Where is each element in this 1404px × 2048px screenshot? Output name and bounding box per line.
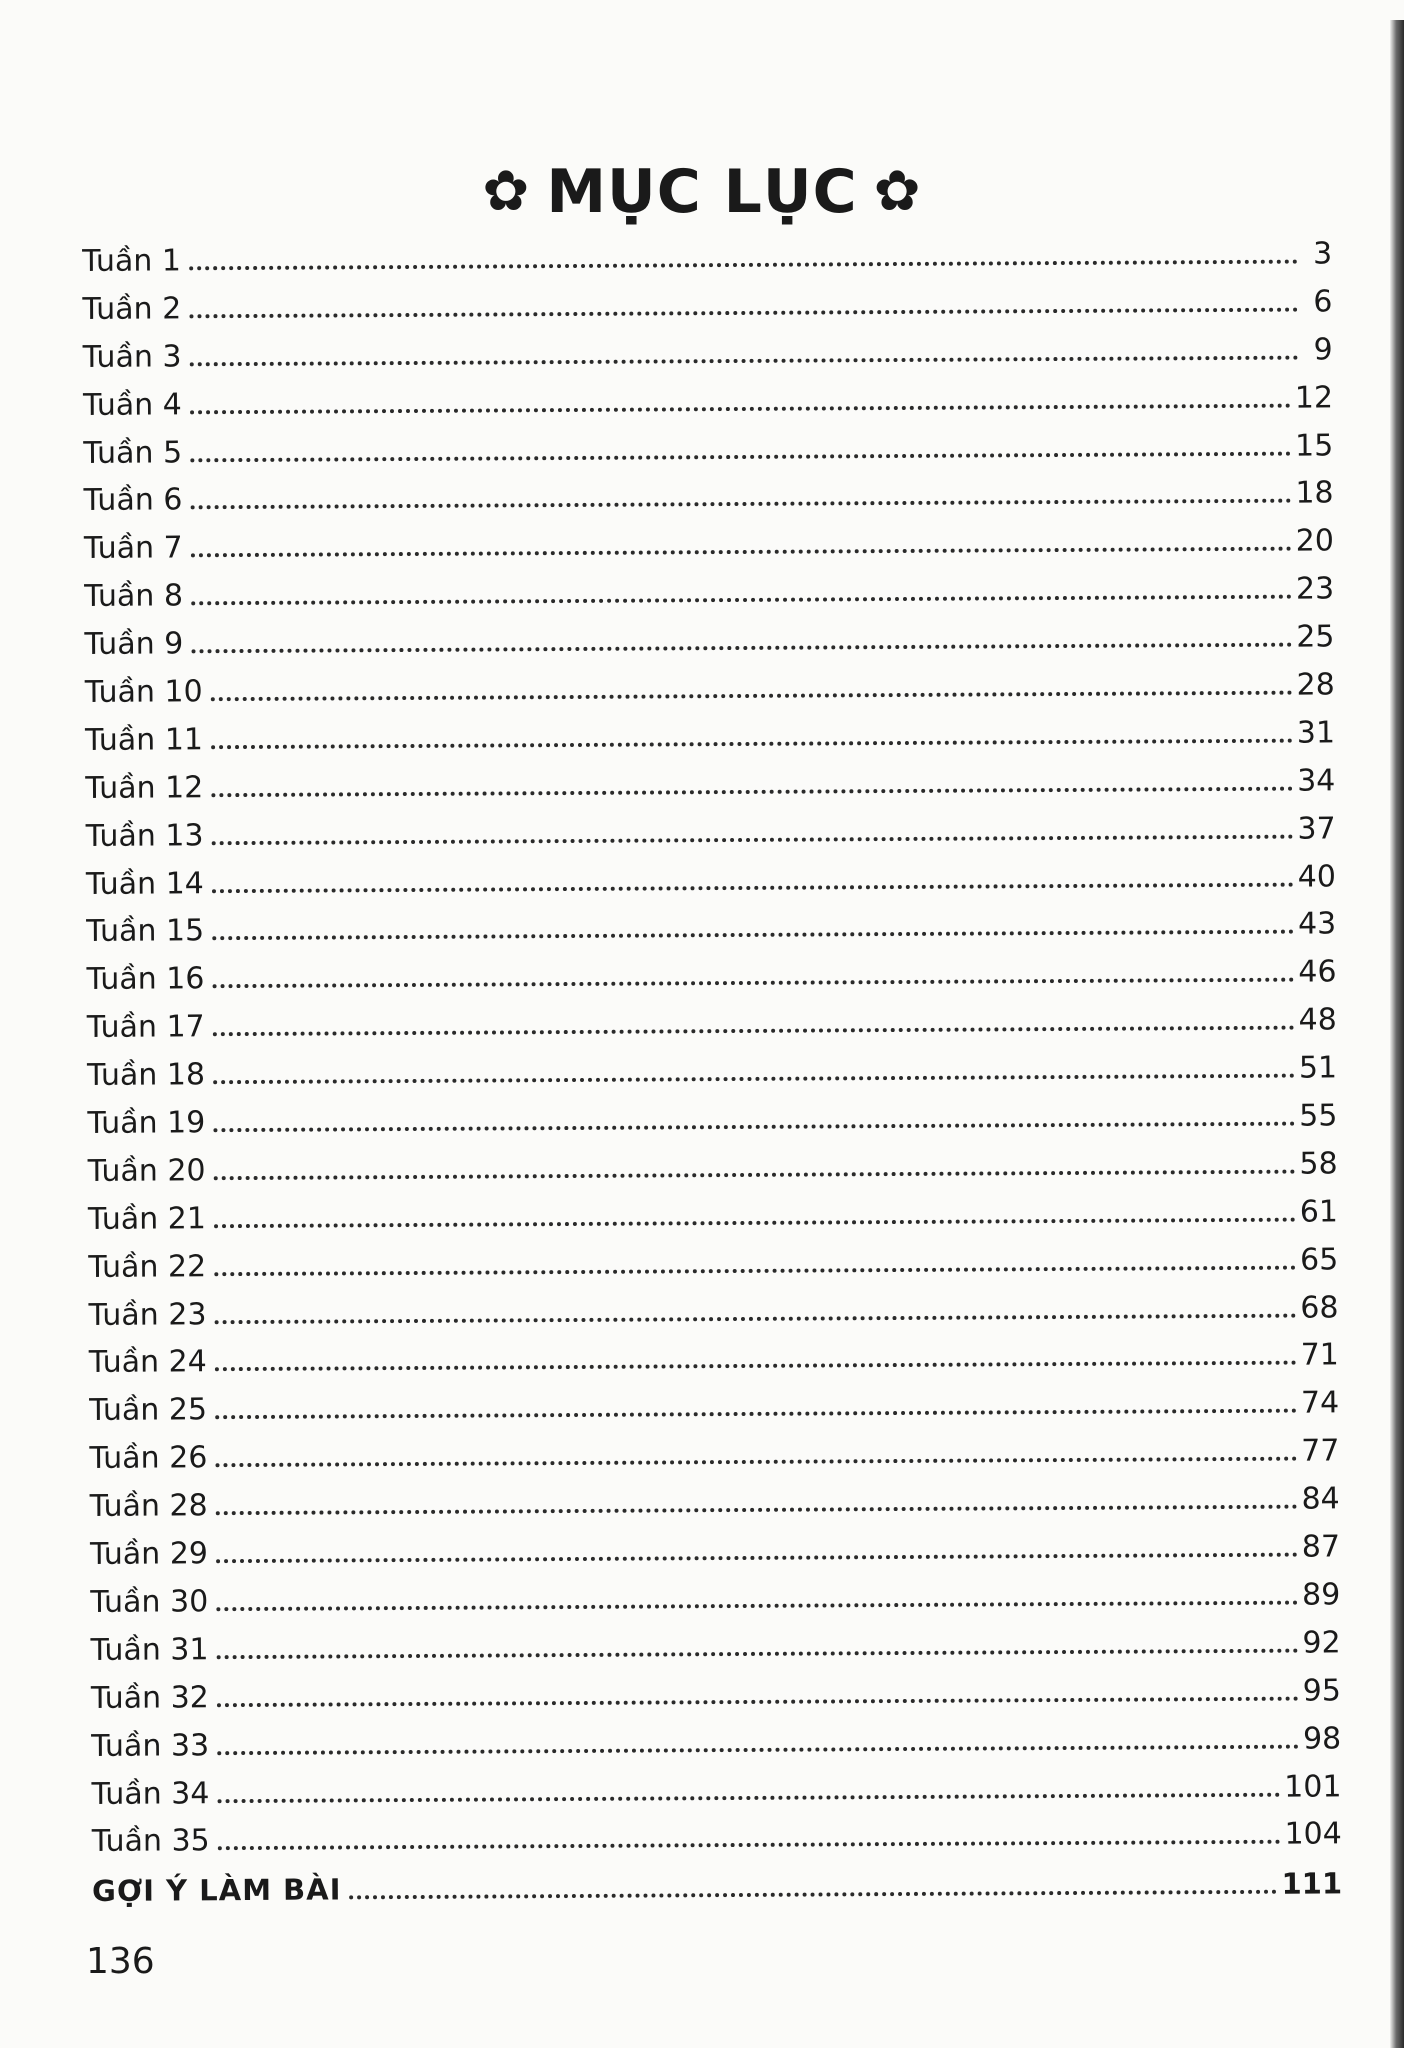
toc-entry-page: 68	[1300, 1289, 1339, 1326]
toc-entry-label: Tuần 23	[88, 1296, 207, 1333]
toc-entry-label: Tuần 35	[91, 1823, 210, 1860]
toc-entry	[82, 278, 1332, 334]
toc-entry	[85, 757, 1335, 813]
dot-leader	[191, 643, 1292, 654]
toc-entry-label: Tuần 21	[87, 1201, 206, 1237]
toc-entry-label: Tuần 20	[87, 1153, 206, 1189]
toc-entry-page: 37	[1297, 811, 1336, 847]
toc-entry-page: 89	[1302, 1577, 1341, 1613]
dot-leader	[214, 1265, 1296, 1276]
toc-entry	[89, 1332, 1339, 1388]
toc-entry-label: Tuần 7	[83, 530, 183, 567]
toc-entry	[89, 1380, 1339, 1436]
toc-entry	[86, 805, 1336, 861]
toc-entry-page: 51	[1298, 1050, 1338, 1086]
toc-entry	[90, 1619, 1340, 1675]
toc-entry	[84, 566, 1334, 622]
toc-entry-page: 104	[1284, 1816, 1342, 1853]
toc-entry-label: Tuần 26	[89, 1440, 208, 1477]
dot-leader	[212, 978, 1294, 989]
flower-icon: ✿	[482, 159, 531, 224]
toc-entry	[82, 230, 1332, 286]
toc-entry-label: Tuần 16	[86, 961, 205, 998]
table-of-contents	[82, 230, 1342, 1916]
dot-leader	[214, 1170, 1296, 1181]
page-number: 136	[86, 1941, 155, 1982]
toc-entry-label: Tuần 22	[88, 1248, 207, 1285]
toc-entry	[88, 1236, 1338, 1292]
toc-entry-page: 43	[1297, 906, 1337, 943]
toc-entry-page: 101	[1284, 1768, 1342, 1805]
dot-leader	[212, 882, 1294, 893]
toc-entry	[83, 374, 1333, 430]
toc-entry-page: 84	[1301, 1481, 1340, 1517]
page-edge-shadow	[1390, 20, 1404, 2048]
dot-leader	[212, 930, 1294, 941]
dot-leader	[211, 739, 1293, 750]
dot-leader	[191, 595, 1292, 606]
toc-entry-label: Tuần 13	[85, 817, 204, 854]
toc-entry-page: 55	[1299, 1098, 1338, 1134]
toc-entry-label: Tuần 33	[91, 1727, 210, 1764]
toc-entry-label: Tuần 6	[83, 482, 183, 519]
toc-entry-page: 98	[1302, 1720, 1342, 1757]
toc-entry	[87, 1044, 1337, 1100]
toc-entry-label: Tuần 32	[90, 1679, 209, 1716]
dot-leader	[190, 403, 1291, 414]
dot-leader	[216, 1553, 1298, 1564]
toc-entry	[86, 949, 1336, 1005]
toc-entry-label: Tuần 12	[85, 770, 204, 806]
toc-entry-page: 6	[1313, 284, 1333, 320]
dot-leader	[216, 1601, 1298, 1612]
toc-entry-label: Tuần 34	[91, 1775, 210, 1812]
toc-entry-page: 87	[1301, 1529, 1341, 1565]
toc-entry-page: 3	[1312, 236, 1333, 272]
toc-entry	[91, 1763, 1341, 1819]
toc-entry-label: Tuần 30	[90, 1584, 209, 1620]
dot-leader	[349, 1890, 1277, 1900]
toc-entry-label: Tuần 29	[89, 1536, 209, 1573]
toc-entry-page: 20	[1295, 523, 1334, 559]
dot-leader	[213, 1026, 1295, 1037]
toc-entry-page: 92	[1302, 1625, 1341, 1661]
title-text: MỤC LỤC	[546, 157, 858, 227]
dot-leader	[215, 1409, 1297, 1420]
toc-entry-page: 28	[1296, 667, 1335, 703]
toc-entry-label: Tuần 31	[90, 1632, 209, 1668]
toc-entry-page: 46	[1298, 954, 1337, 990]
toc-entry-label: Tuần 25	[89, 1392, 208, 1429]
toc-entry-label: Tuần 28	[89, 1488, 208, 1525]
dot-leader	[215, 1457, 1297, 1468]
toc-entry-label: Tuần 24	[88, 1344, 207, 1381]
toc-entry	[85, 709, 1335, 765]
toc-entry-page: 18	[1295, 475, 1334, 512]
toc-entry-label: Tuần 17	[86, 1009, 205, 1046]
toc-entry-page: 74	[1300, 1385, 1340, 1421]
toc-entry	[83, 326, 1333, 382]
toc-entry-page: 40	[1297, 858, 1337, 895]
page-title	[0, 152, 1404, 232]
dot-leader	[189, 260, 1298, 271]
toc-entry-page: 9	[1313, 332, 1333, 368]
toc-entry-page: 111	[1281, 1866, 1343, 1901]
toc-entry	[89, 1428, 1339, 1484]
toc-entry-label: Tuần 4	[82, 387, 182, 423]
toc-entry-label: Tuần 3	[82, 339, 182, 375]
toc-entry-page: 65	[1299, 1242, 1339, 1278]
toc-entry-page: 15	[1294, 427, 1334, 464]
toc-entry-page: 34	[1297, 763, 1336, 799]
toc-entry-page: 61	[1299, 1194, 1339, 1230]
dot-leader	[190, 355, 1299, 366]
dot-leader	[216, 1505, 1298, 1516]
toc-entry-label: Tuần 9	[84, 626, 184, 663]
toc-entry	[86, 901, 1336, 957]
toc-entry-label: Tuần 19	[87, 1105, 206, 1142]
toc-entry-label: Tuần 18	[87, 1057, 206, 1094]
toc-entry	[88, 1140, 1338, 1196]
dot-leader	[215, 1361, 1297, 1372]
dot-leader	[191, 547, 1292, 558]
toc-entry-page: 23	[1295, 571, 1335, 607]
toc-entry	[86, 853, 1336, 909]
dot-leader	[213, 1122, 1295, 1133]
toc-entry	[84, 613, 1334, 669]
toc-entry	[83, 422, 1333, 478]
toc-entry	[88, 1188, 1338, 1244]
toc-entry-label: Tuần 10	[84, 674, 203, 711]
dot-leader	[218, 1840, 1281, 1850]
dot-leader	[215, 1313, 1297, 1324]
toc-entry	[87, 1092, 1337, 1148]
toc-entry-page: 95	[1302, 1673, 1342, 1709]
dot-leader	[211, 691, 1293, 702]
dot-leader	[217, 1744, 1299, 1755]
toc-entry-page: 25	[1296, 619, 1335, 655]
flower-icon: ✿	[873, 159, 922, 224]
toc-entry-label: Tuần 11	[84, 722, 204, 758]
toc-entry	[85, 661, 1335, 717]
toc-entry	[83, 470, 1333, 526]
toc-entry	[90, 1571, 1340, 1627]
toc-entry	[88, 1284, 1338, 1340]
toc-entry	[91, 1667, 1341, 1723]
toc-entry-page: 71	[1300, 1337, 1339, 1374]
dot-leader	[212, 834, 1294, 845]
toc-entry	[84, 518, 1334, 574]
dot-leader	[213, 1074, 1295, 1085]
toc-entry-page: 77	[1301, 1433, 1340, 1469]
toc-entry	[92, 1811, 1342, 1867]
toc-entry-page: 31	[1296, 715, 1336, 751]
toc-entry	[91, 1715, 1341, 1771]
toc-entry-page: 12	[1294, 380, 1334, 416]
dot-leader	[190, 499, 1291, 510]
dot-leader	[217, 1696, 1299, 1707]
toc-entry-label: Tuần 8	[84, 578, 184, 615]
toc-entry-label: Tuần 15	[86, 913, 205, 950]
toc-entry	[90, 1523, 1340, 1579]
toc-entry	[90, 1475, 1340, 1531]
dot-leader	[189, 307, 1298, 318]
toc-entry-page: 58	[1299, 1146, 1338, 1182]
toc-final-entry	[92, 1861, 1342, 1917]
dot-leader	[217, 1792, 1280, 1802]
toc-entry-label: GỢI Ý LÀM BÀI	[91, 1872, 342, 1909]
toc-entry	[87, 997, 1337, 1053]
dot-leader	[217, 1648, 1299, 1659]
toc-entry-label: Tuần 5	[83, 434, 183, 471]
toc-entry-label: Tuần 1	[82, 243, 182, 279]
toc-entry-page: 48	[1298, 1002, 1337, 1038]
toc-entry-label: Tuần 14	[85, 865, 204, 902]
dot-leader	[190, 451, 1291, 462]
dot-leader	[211, 786, 1293, 797]
dot-leader	[214, 1217, 1296, 1228]
toc-entry-label: Tuần 2	[82, 291, 182, 327]
